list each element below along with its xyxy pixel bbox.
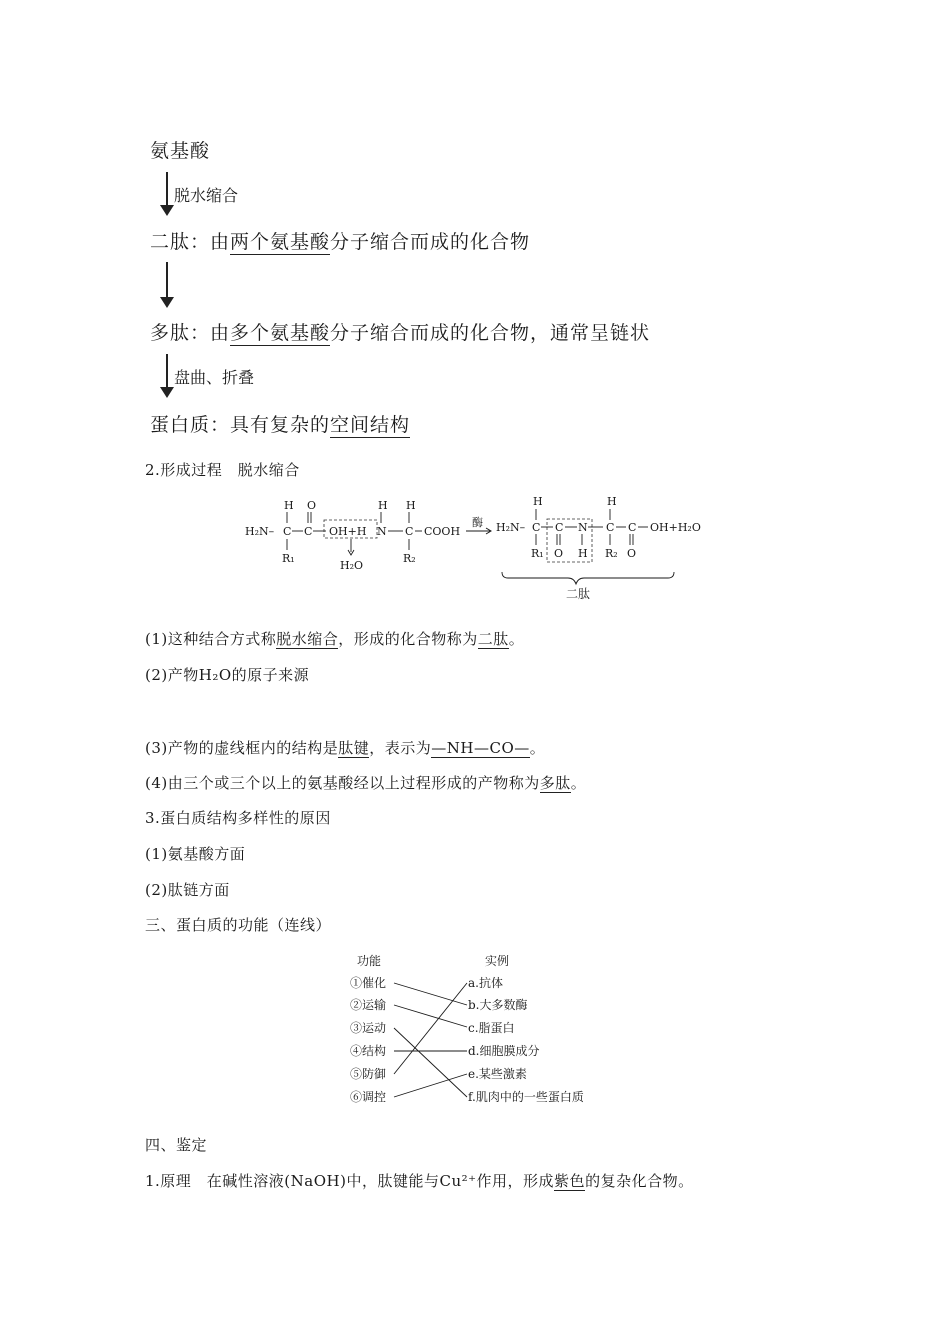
q4-text-b: 。 [570, 774, 587, 792]
section3-item1: (1)氨基酸方面 [145, 845, 246, 863]
principle-answer: 紫色 [554, 1172, 586, 1190]
polypeptide-rest: 分子缩合而成的化合物，通常呈链状 [330, 322, 651, 344]
q3-answer-1: 肽键 [338, 739, 370, 757]
rx-enzyme: 酶 [472, 516, 483, 529]
rx-right-h1: H [533, 495, 543, 508]
q1-text-b: ，形成的化合物称为 [338, 630, 478, 648]
function-regulation: ⑥调控 [350, 1090, 387, 1104]
dipeptide-rest: 分子缩合而成的化合物 [330, 231, 531, 253]
flow-dipeptide [150, 227, 530, 254]
q4-text-a: (4)由三个或三个以上的氨基酸经以上过程形成的产物称为 [145, 774, 540, 792]
example-membrane: d.细胞膜成分 [468, 1044, 540, 1058]
rx-right-o1: O [554, 547, 564, 560]
function-matching-diagram [345, 945, 625, 1115]
section2-heading: 2.形成过程 脱水缩合 [145, 461, 300, 479]
example-muscle-protein: f.肌肉中的一些蛋白质 [468, 1090, 584, 1104]
match-line-5a [394, 983, 467, 1074]
rx-right-c3: C [606, 521, 615, 534]
rx-right-n: N [578, 521, 588, 534]
principle-text-a: 1.原理 在碱性溶液(NaOH)中，肽键能与Cu²⁺作用，形成 [145, 1172, 555, 1190]
dipeptide-prefix: 二肽：由 [150, 231, 231, 253]
example-antibody: a.抗体 [468, 976, 503, 990]
principle-text-b: 的复杂化合物。 [585, 1172, 694, 1190]
match-line-1b [394, 983, 467, 1005]
rx-dipeptide: 二肽 [566, 587, 591, 601]
protein-prefix: 蛋白质：具有复杂的 [150, 414, 331, 436]
rx-c1: C [283, 525, 292, 538]
example-hormones: e.某些激素 [468, 1067, 527, 1081]
rx-right-h3: H [578, 547, 588, 560]
rx-cooh: COOH [424, 525, 461, 538]
match-line-6e [394, 1074, 467, 1097]
q1-answer-1: 脱水缩合 [276, 630, 339, 648]
polypeptide-underlined: 多个氨基酸 [230, 322, 331, 344]
section-four-heading: 四、鉴定 [145, 1136, 208, 1154]
match-line-2c [394, 1005, 467, 1027]
match-line-3f [394, 1028, 467, 1097]
example-lipoprotein: c.脂蛋白 [468, 1021, 515, 1035]
q3-text-a: (3)产物的虚线框内的结构是 [145, 739, 339, 757]
function-transport: ②运输 [350, 998, 387, 1012]
rx-right-c4: C [628, 521, 637, 534]
rx-right-h2n: H₂N– [496, 521, 526, 534]
q1-text-c: 。 [508, 630, 525, 648]
protein-underlined: 空间结构 [330, 414, 411, 436]
principle [145, 1170, 694, 1191]
polypeptide-prefix: 多肽：由 [150, 322, 231, 344]
flow-polypeptide [150, 318, 650, 345]
rx-right-h2: H [607, 495, 617, 508]
function-structure: ④结构 [350, 1044, 387, 1058]
flow-amino-acid: 氨基酸 [150, 140, 211, 162]
rx-right-r2: R₂ [605, 547, 618, 560]
section3-item2: (2)肽链方面 [145, 881, 230, 899]
rx-left-o: O [307, 499, 317, 512]
q1 [145, 628, 524, 649]
q2: (2)产物H₂O的原子来源 [145, 666, 310, 684]
q4 [145, 772, 586, 793]
rx-right-r1: R₁ [531, 547, 544, 560]
q3 [145, 737, 545, 758]
function-catalysis: ①催化 [350, 976, 387, 990]
rx-left-h2: H [378, 499, 388, 512]
section3-heading: 3.蛋白质结构多样性的原因 [145, 809, 331, 827]
q3-text-c: 。 [529, 739, 546, 757]
function-defense: ⑤防御 [350, 1067, 387, 1081]
col-example-header: 实例 [485, 954, 510, 968]
section-three-heading: 三、蛋白质的功能（连线） [145, 916, 332, 934]
rx-c3: C [405, 525, 414, 538]
rx-n: N [377, 525, 387, 538]
q1-text-a: (1)这种结合方式称 [145, 630, 277, 648]
example-enzymes: b.大多数酶 [468, 998, 528, 1012]
rx-right-c2: C [555, 521, 564, 534]
rx-oh-h: OH+H [329, 525, 367, 538]
q3-answer-2: —NH—CO— [431, 739, 530, 757]
flow-arrow1-label: 脱水缩合 [174, 186, 239, 205]
rx-r1: R₁ [282, 552, 295, 565]
flow-arrow-2 [160, 262, 174, 308]
flow-arrow-3 [160, 354, 174, 398]
dehydration-condensation-diagram [240, 490, 710, 605]
dipeptide-underlined: 两个氨基酸 [230, 231, 331, 253]
q3-text-b: ，表示为 [369, 739, 432, 757]
q4-answer: 多肽 [539, 774, 571, 792]
function-movement: ③运动 [350, 1021, 387, 1035]
rx-left-h3: H [406, 499, 416, 512]
rx-water: H₂O [340, 559, 364, 572]
rx-r2: R₂ [403, 552, 416, 565]
flow-arrow-1 [160, 172, 174, 216]
rx-right-oh-h2o: OH+H₂O [650, 521, 701, 534]
q1-answer-2: 二肽 [477, 630, 509, 648]
rx-h2n: H₂N– [245, 525, 275, 538]
flow-arrow3-label: 盘曲、折叠 [174, 368, 255, 387]
rx-right-c1: C [532, 521, 541, 534]
rx-left-h1: H [284, 499, 294, 512]
flow-protein [150, 410, 410, 437]
rx-c2: C [304, 525, 313, 538]
col-function-header: 功能 [357, 954, 382, 968]
rx-right-o2: O [627, 547, 637, 560]
